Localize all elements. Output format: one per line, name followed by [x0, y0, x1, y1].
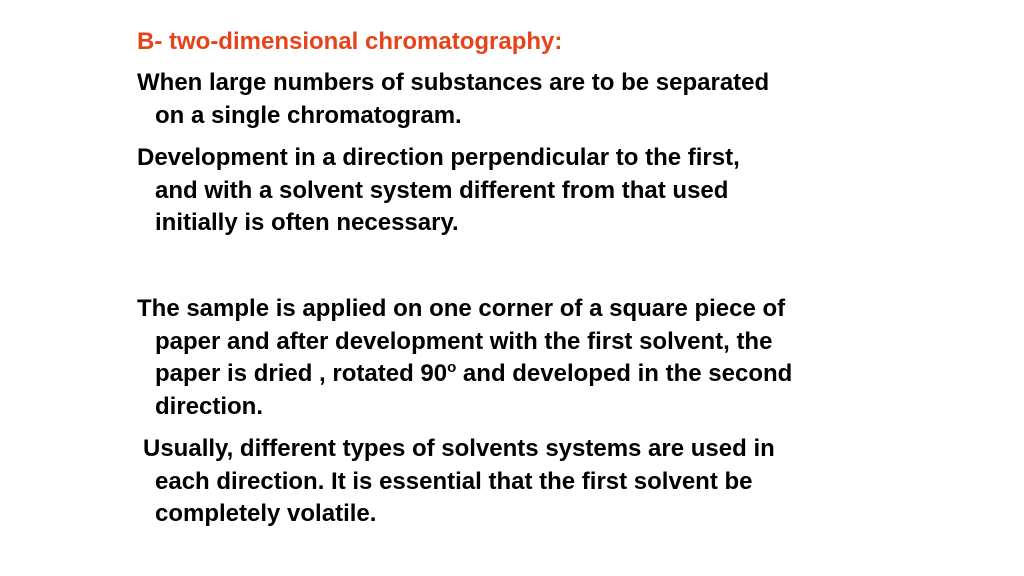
paragraph-line: Usually, different types of solvents systems are used in [143, 435, 775, 462]
paragraph-line: completely volatile. [155, 500, 377, 527]
paragraph-line: The sample is applied on one corner of a square piece of [137, 295, 786, 322]
paragraph-line-rotated [137, 358, 877, 391]
degree-superscript: o [447, 359, 457, 376]
paragraph-line: each direction. It is essential that the first solvent be [155, 467, 753, 495]
rotated-text-before: paper is dried , rotated 90 [155, 360, 448, 387]
slide-title: B- two-dimensional chromatography: [137, 28, 563, 55]
paragraph-solvents [143, 433, 883, 531]
rotated-text-after: and developed in the second [456, 360, 793, 387]
paragraph-line: on a single chromatogram. [155, 101, 462, 129]
paragraph-line: paper and after development with the first solvent, the [155, 327, 773, 355]
paragraph-purpose [137, 67, 877, 132]
paragraph-line: direction. [155, 392, 264, 420]
paragraph-development [137, 142, 877, 240]
paragraph-line: Development in a direction perpendicular to the first, [137, 144, 740, 171]
paragraph-line: and with a solvent system different from that used [155, 176, 729, 204]
paragraph-line: initially is often necessary. [155, 209, 459, 236]
paragraph-line: When large numbers of substances are to be separated [137, 69, 770, 96]
paragraph-procedure [137, 293, 877, 423]
